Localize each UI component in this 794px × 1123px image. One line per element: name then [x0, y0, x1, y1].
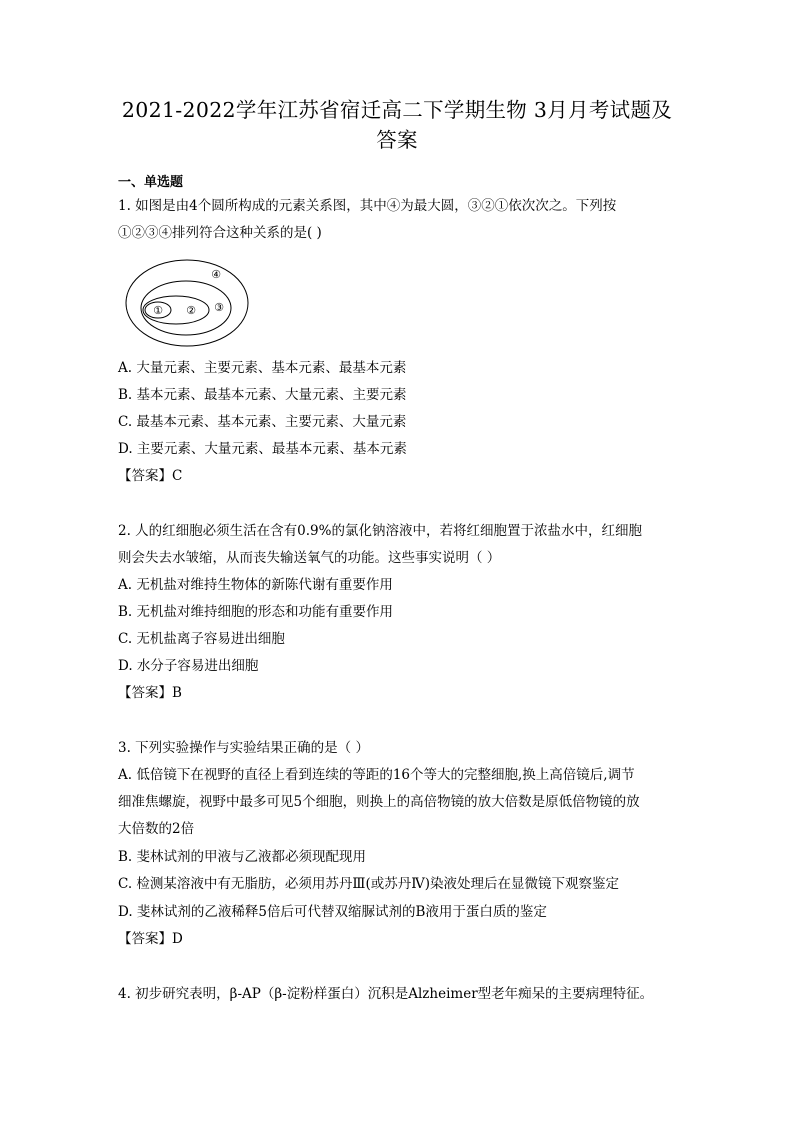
q1-answer: 【答案】C — [118, 468, 183, 484]
label-1: ① — [153, 304, 163, 317]
q3-option-a-line2: 细准焦螺旋，视野中最多可见5个细胞，则换上的高倍物镜的放大倍数是原低倍物镜的放 — [118, 794, 640, 810]
q2-answer: 【答案】B — [118, 685, 182, 701]
q3-answer: 【答案】D — [118, 931, 183, 947]
q1-stem-line2: ①②③④排列符合这种关系的是( ) — [118, 225, 322, 241]
q3-option-a-line1: A. 低倍镜下在视野的直径上看到连续的等距的16个等大的完整细胞,换上高倍镜后,调节 — [118, 767, 635, 783]
element-circles-diagram — [124, 254, 250, 348]
q1-option-c: C. 最基本元素、基本元素、主要元素、大量元素 — [118, 414, 407, 430]
q1-option-d: D. 主要元素、大量元素、最基本元素、基本元素 — [118, 441, 407, 457]
q2-option-c: C. 无机盐离子容易进出细胞 — [118, 631, 285, 647]
q1-option-a: A. 大量元素、主要元素、基本元素、最基本元素 — [118, 360, 407, 376]
q3-option-d: D. 斐林试剂的乙液稀释5倍后可代替双缩脲试剂的B液用于蛋白质的鉴定 — [118, 904, 547, 920]
q4-stem-line1: 4. 初步研究表明，β-AP（β-淀粉样蛋白）沉积是Alzheimer型老年痴呆的主要病理特征。 — [118, 986, 654, 1002]
q3-stem: 3. 下列实验操作与实验结果正确的是（ ） — [118, 740, 369, 756]
label-4: ④ — [211, 268, 221, 281]
q2-option-a: A. 无机盐对维持生物体的新陈代谢有重要作用 — [118, 577, 393, 593]
q2-stem-line1: 2. 人的红细胞必须生活在含有0.9%的氯化钠溶液中，若将红细胞置于浓盐水中，红细胞 — [118, 523, 642, 539]
q2-stem-line2: 则会失去水皱缩，从而丧失输送氧气的功能。这些事实说明（ ） — [118, 550, 501, 566]
circle-4 — [126, 260, 248, 346]
q1-option-b: B. 基本元素、最基本元素、大量元素、主要元素 — [118, 387, 407, 403]
label-3: ③ — [214, 301, 224, 314]
q3-option-c: C. 检测某溶液中有无脂肪，必须用苏丹Ⅲ(或苏丹Ⅳ)染液处理后在显微镜下观察鉴定 — [118, 876, 619, 892]
q2-option-d: D. 水分子容易进出细胞 — [118, 658, 259, 674]
q1-stem-line1: 1. 如图是由4个圆所构成的元素关系图，其中④为最大圆，③②①依次次之。下列按 — [118, 198, 617, 214]
label-2: ② — [186, 304, 196, 317]
q3-option-a-line3: 大倍数的2倍 — [118, 821, 195, 837]
section-heading: 一、单选题 — [118, 175, 184, 190]
doc-title-line1: 2021-2022学年江苏省宿迁高二下学期生物 3月月考试题及 — [121, 98, 673, 122]
doc-title-line2: 答案 — [376, 128, 418, 152]
q3-option-b: B. 斐林试剂的甲液与乙液都必须现配现用 — [118, 849, 367, 865]
q2-option-b: B. 无机盐对维持细胞的形态和功能有重要作用 — [118, 604, 394, 620]
